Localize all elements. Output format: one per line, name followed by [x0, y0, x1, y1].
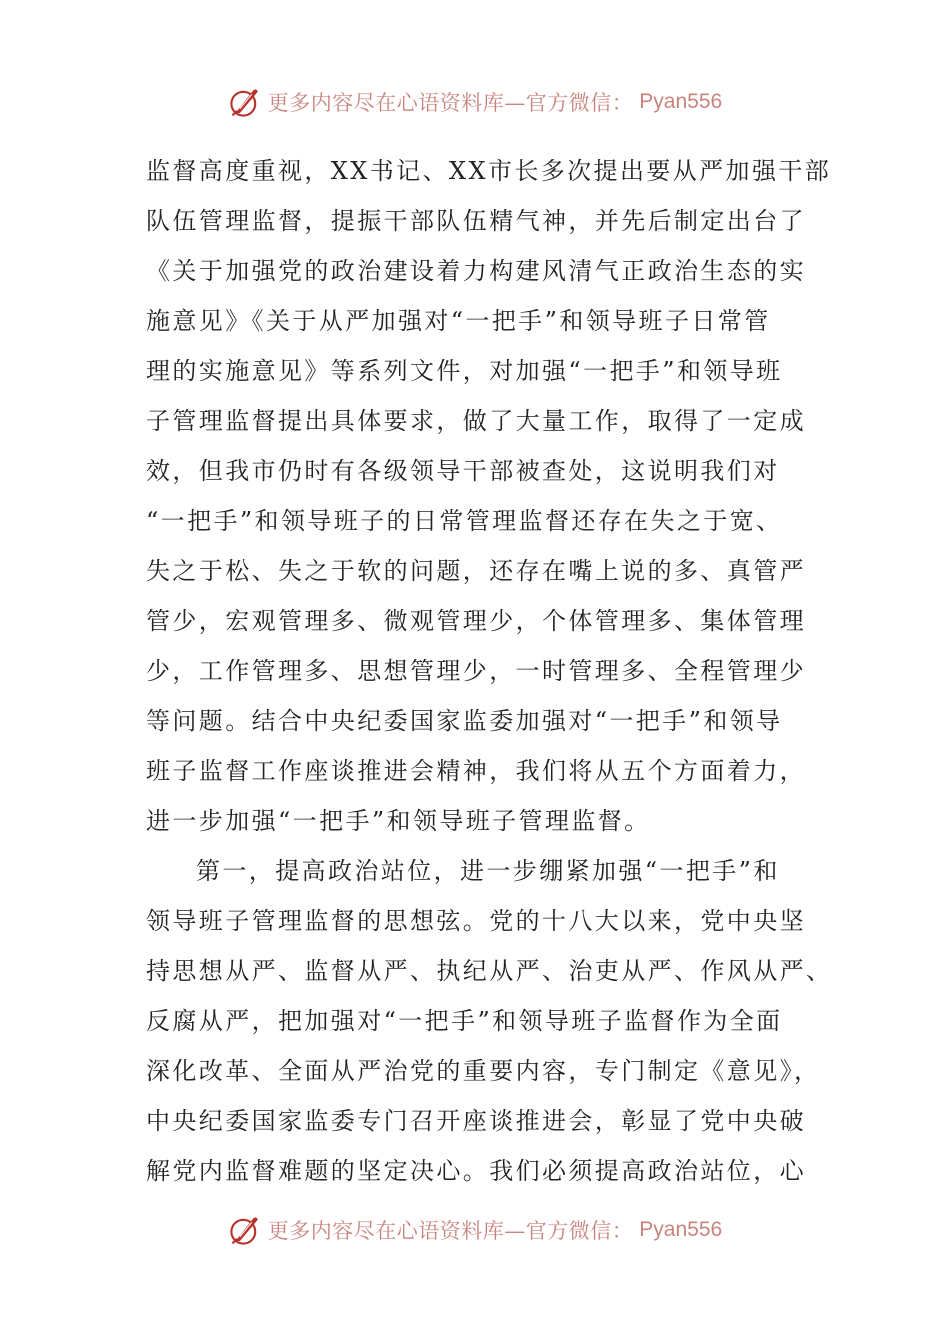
- body-line: 深化改革、全面从严治党的重要内容，专门制定《意见》，: [146, 1057, 821, 1085]
- body-line: 反腐从严，把加强对“一把手”和领导班子监督作为全面: [146, 1007, 783, 1035]
- header-banner: [0, 82, 950, 122]
- footer-wechat-id: Pyan556: [639, 1218, 723, 1241]
- body-line: 班子监督工作座谈推进会精神，我们将从五个方面着力，: [146, 757, 806, 785]
- body-line: 失之于松、失之于软的问题，还存在嘴上说的多、真管严: [146, 557, 806, 585]
- body-line: 等问题。结合中央纪委国家监委加强对“一把手”和领导: [146, 707, 783, 735]
- body-line: 领导班子管理监督的思想弦。党的十八大以来，党中央坚: [146, 907, 806, 935]
- body-line: “一把手”和领导班子的日常管理监督还存在失之于宽、: [146, 507, 783, 535]
- document-body: [146, 146, 833, 1196]
- footer-banner-text: 更多内容尽在心语资料库—官方微信：: [267, 1219, 634, 1243]
- body-line: 少，工作管理多、思想管理少，一时管理多、全程管理少: [146, 657, 806, 685]
- body-line: 持思想从严、监督从严、执纪从严、治吏从严、作风从严、: [146, 957, 833, 985]
- body-line: 理的实施意见》等系列文件，对加强“一把手”和领导班: [146, 357, 783, 385]
- body-line: 管少，宏观管理多、微观管理少，个体管理多、集体管理: [146, 607, 806, 635]
- paragraph-first-line: 第一，提高政治站位，进一步绷紧加强“一把手”和: [196, 857, 780, 885]
- body-line: 队伍管理监督，提振干部队伍精气神，并先后制定出台了: [146, 207, 806, 235]
- footer-banner: [0, 1210, 950, 1250]
- header-wechat-id: Pyan556: [639, 90, 723, 113]
- body-line: 子管理监督提出具体要求，做了大量工作，取得了一定成: [146, 407, 806, 435]
- quill-logo-icon: [228, 85, 262, 119]
- body-line: 施意见》《关于从严加强对“一把手”和领导班子日常管: [146, 307, 771, 335]
- quill-logo-icon: [228, 1213, 262, 1247]
- body-line: 进一步加强“一把手”和领导班子管理监督。: [146, 807, 651, 835]
- body-line: 解党内监督难题的坚定决心。我们必须提高政治站位，心: [146, 1157, 806, 1185]
- body-line: 中央纪委国家监委专门召开座谈推进会，彰显了党中央破: [146, 1107, 806, 1135]
- body-line: 监督高度重视，XX书记、XX市长多次提出要从严加强干部: [146, 157, 832, 185]
- body-line: 《关于加强党的政治建设着力构建风清气正政治生态的实: [146, 257, 806, 285]
- header-banner-text: 更多内容尽在心语资料库—官方微信：: [267, 91, 634, 115]
- body-line: 效，但我市仍时有各级领导干部被查处，这说明我们对: [146, 457, 780, 485]
